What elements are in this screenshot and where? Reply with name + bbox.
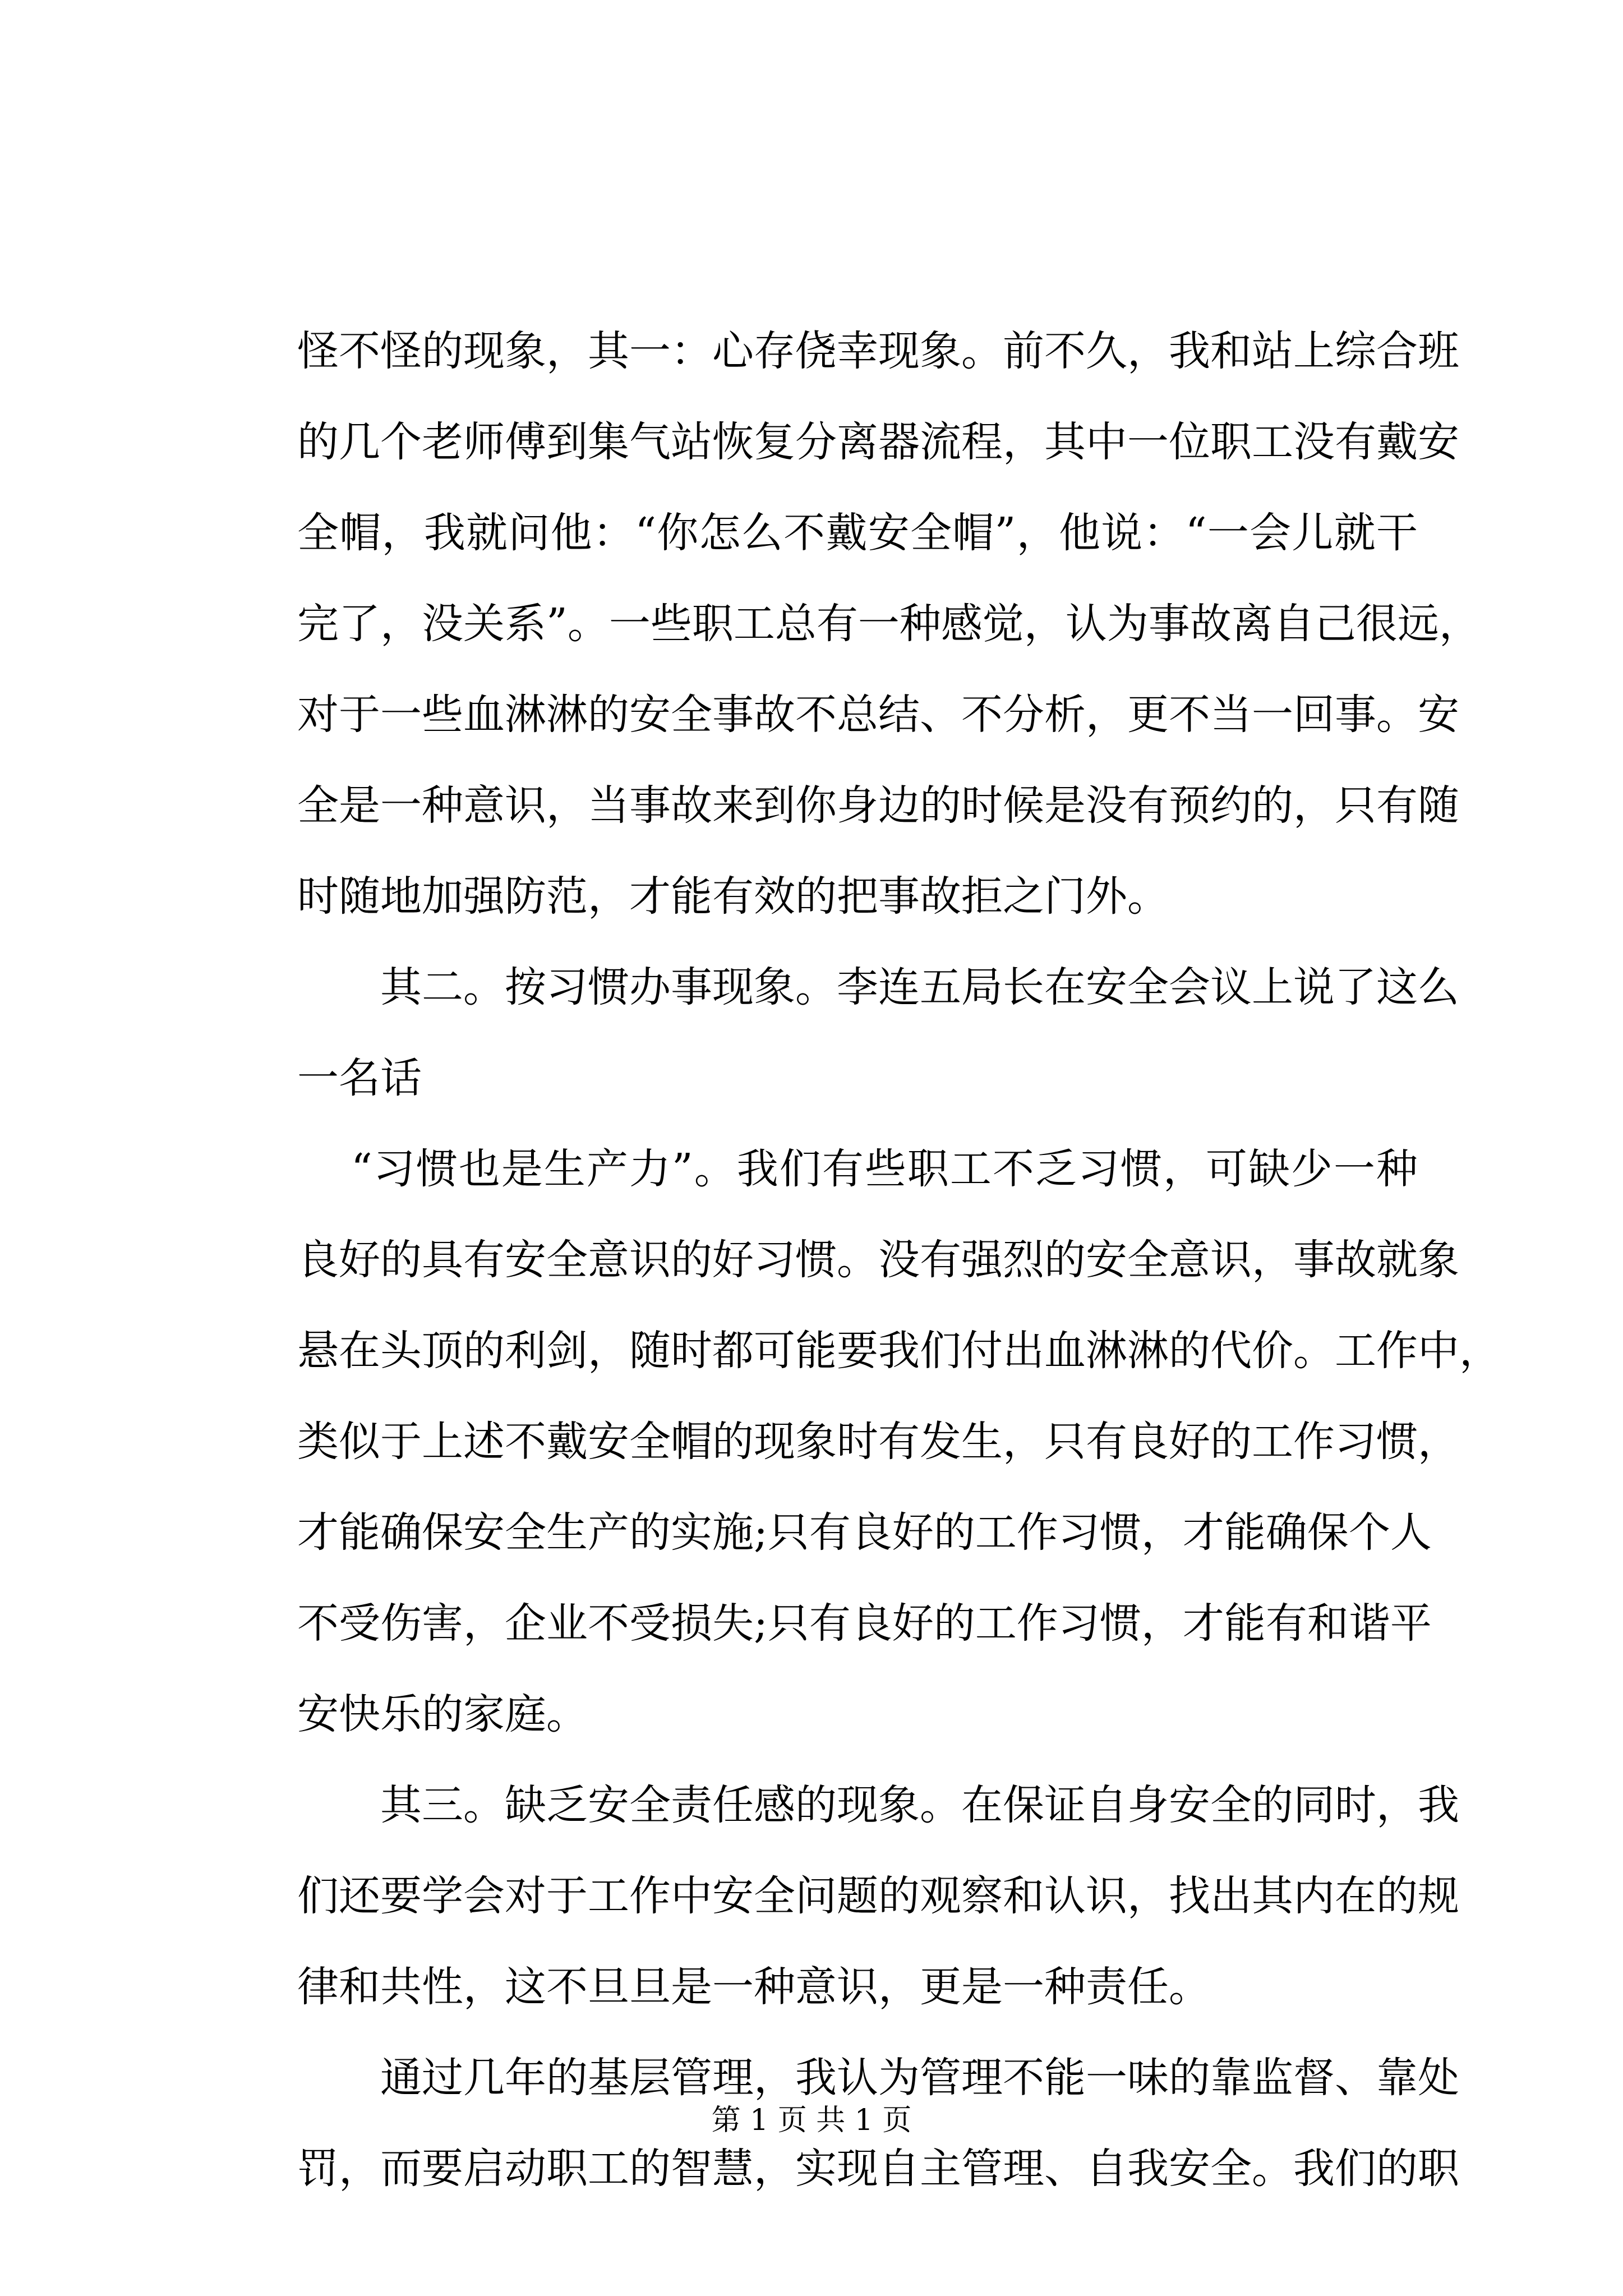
text-line-5: 对于一些血淋淋的安全事故不总结、不分析，更不当一回事。安: [297, 691, 1459, 739]
text-line-1: 怪不怪的现象，其一：心存侥幸现象。前不久，我和站上综合班: [297, 327, 1459, 375]
text-line-11: 良好的具有安全意识的好习惯。没有强烈的安全意识，事故就象: [297, 1236, 1459, 1284]
page-footer: 第 1 页 共 1 页: [711, 2104, 912, 2137]
text-line-10: “习惯也是生产力”。我们有些职工不乏习惯，可缺少一种: [351, 1145, 1418, 1193]
text-line-7: 时随地加强防范，才能有效的把事故拒之门外。: [297, 872, 1169, 921]
body-text: [297, 306, 1501, 2214]
text-line-4: 完了，没关系”。一些职工总有一种感觉，认为事故离自己很远，: [297, 600, 1481, 648]
text-line-21: 罚，而要启动职工的智慧，实现自主管理、自我安全。我们的职: [297, 2145, 1459, 2193]
text-line-14: 才能确保安全生产的实施;只有良好的工作习惯，才能确保个人: [297, 1508, 1432, 1557]
text-line-3: 全帽，我就问他：“你怎么不戴安全帽”，他说：“一会儿就干: [297, 509, 1418, 557]
text-line-20: 通过几年的基层管理，我认为管理不能一味的靠监督、靠处: [380, 2054, 1459, 2102]
text-line-18: 们还要学会对于工作中安全问题的观察和认识，找出其内在的规: [297, 1872, 1459, 1920]
text-line-9: 一名话: [297, 1054, 422, 1102]
text-line-16: 安快乐的家庭。: [297, 1690, 588, 1738]
text-line-8: 其二。按习惯办事现象。李连五局长在安全会议上说了这么: [380, 963, 1459, 1011]
text-line-15: 不受伤害，企业不受损失;只有良好的工作习惯，才能有和谐平: [297, 1599, 1432, 1648]
text-line-17: 其三。缺乏安全责任感的现象。在保证自身安全的同时，我: [380, 1781, 1459, 1829]
text-line-2: 的几个老师傅到集气站恢复分离器流程，其中一位职工没有戴安: [297, 418, 1459, 466]
text-line-12: 悬在头顶的利剑，随时都可能要我们付出血淋淋的代价。工作中，: [297, 1327, 1501, 1375]
text-line-13: 类似于上述不戴安全帽的现象时有发生，只有良好的工作习惯，: [297, 1418, 1459, 1466]
text-line-6: 全是一种意识，当事故来到你身边的时候是没有预约的，只有随: [297, 781, 1459, 830]
text-line-19: 律和共性，这不旦旦是一种意识，更是一种责任。: [297, 1963, 1210, 2011]
